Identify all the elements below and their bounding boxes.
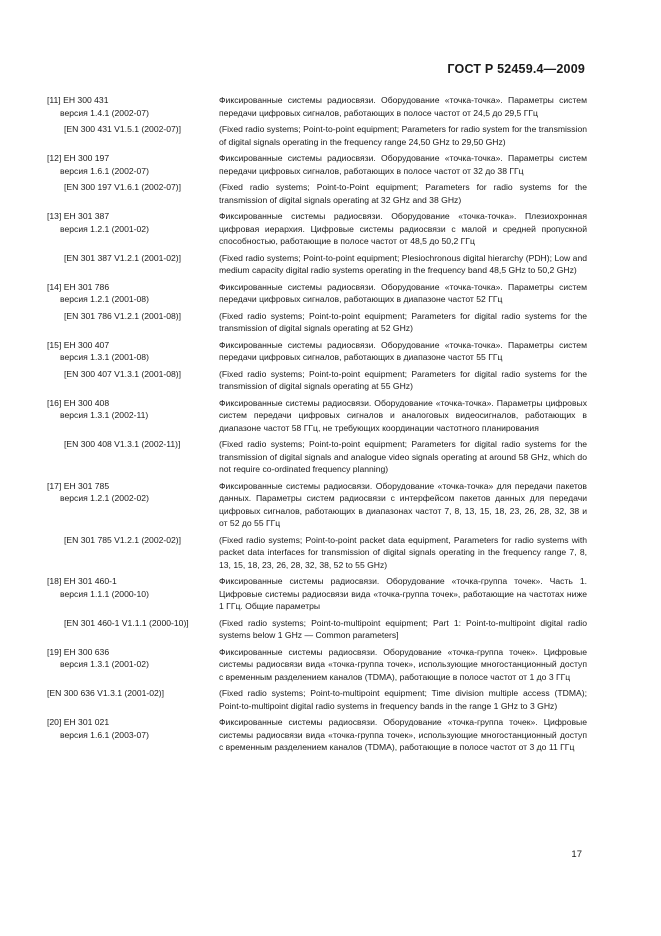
reference-entry-en xyxy=(47,368,587,393)
reference-title-en: (Fixed radio systems; Point-to-point equipment; Parameters for digital radio systems for the transmission of digital signals operating at 52 GHz) xyxy=(219,310,587,333)
reference-version: версия 1.2.1 (2001-02) xyxy=(60,223,149,234)
reference-title-en: (Fixed radio systems; Point-to-multipoint equipment; Time division multiple access (TDMA); Point-to-multipoint digital radio systems in frequency bands in the range 1 GHz to 3 GHz) xyxy=(219,688,587,711)
reference-entry-en xyxy=(47,438,587,476)
reference-list xyxy=(47,94,587,754)
reference-title-en: (Fixed radio systems; Point-to-Point equipment; Parameters for radio systems for the transmission of digital signals operating at 32 GHz and 38 GHz) xyxy=(219,182,587,205)
reference-entry-en xyxy=(47,687,587,712)
reference-en-code: [EN 301 387 V1.2.1 (2001-02)] xyxy=(64,252,182,263)
reference-title-ru: Фиксированные системы радиосвязи. Оборудование «точка-точка». Плезиохронная цифровая иерархия. Цифровые системы радиосвязи с малой и средней пропускной способностью, работающие в полосе частот от 48,5 до 50,2 ГГц xyxy=(219,211,587,246)
reference-en-code: [EN 300 431 V1.5.1 (2002-07)] xyxy=(64,124,182,134)
reference-entry-ru xyxy=(47,480,587,530)
reference-title-ru: Фиксированные системы радиосвязи. Оборудование «точка-точка» для передачи пакетов данных. Параметры систем радиосвязи с интерфейсом пакетов данных для передачи цифровых сигналов, работающих в диапазонах частот 7, 8, 13, 15, 18, 23, 26, 28, 32, 38 и от 52 до 55 ГГц xyxy=(219,480,587,528)
reference-en-code: [EN 300 408 V1.3.1 (2002-11)] xyxy=(64,439,181,449)
reference-entry-ru xyxy=(47,716,587,754)
reference-title-ru: Фиксированные системы радиосвязи. Оборудование «точка-группа точек». Цифровые системы радиосвязи вида «точка-группа точек», использующие многостанционный доступ с временным разделением каналов (TDMA), работающие в полосе частот от 3 до 11 ГГц xyxy=(219,717,587,752)
reference-version: версия 1.1.1 (2000-10) xyxy=(60,588,149,599)
reference-version: версия 1.2.1 (2002-02) xyxy=(60,493,149,503)
reference-entry-ru xyxy=(47,281,587,306)
reference-title-ru: Фиксированные системы радиосвязи. Оборудование «точка-группа точек». Часть 1. Цифровые системы радиосвязи вида «точка-группа точек», работающие на частотах ниже 1 ГГц. Общие параметры xyxy=(219,576,587,611)
reference-entry-ru xyxy=(47,397,587,435)
reference-entry-en xyxy=(47,181,587,206)
reference-entry-en xyxy=(47,123,587,148)
reference-version: версия 1.6.1 (2003-07) xyxy=(60,729,149,740)
reference-entry-en xyxy=(47,310,587,335)
reference-en-code: [EN 301 460-1 V1.1.1 (2000-10)] xyxy=(64,617,189,628)
reference-entry-ru xyxy=(47,94,587,119)
reference-code: [17] ЕН 301 785 xyxy=(47,480,110,491)
reference-en-code: [EN 300 636 V1.3.1 (2001-02)] xyxy=(47,688,165,698)
reference-title-en: (Fixed radio systems; Point-to-point equipment; Parameters for digital radio systems for the transmission of digital signals operating at 55 GHz) xyxy=(219,368,587,391)
reference-version: версия 1.2.1 (2001-08) xyxy=(60,294,149,304)
reference-version: версия 1.3.1 (2001-02) xyxy=(60,659,149,669)
reference-en-code: [EN 300 197 V1.6.1 (2002-07)] xyxy=(64,182,182,192)
reference-title-ru: Фиксированные системы радиосвязи. Оборудование «точка-группа точек». Цифровые системы радиосвязи вида «точка-группа точек», использующие многостанционный доступ с временным разделением каналов (TDMA), работающие в полосе частот от 1 до 3 ГГц xyxy=(219,646,587,682)
reference-code: [20] ЕН 301 021 xyxy=(47,717,110,727)
reference-title-en: (Fixed radio systems; Point-to-point equipment; Parameters for digital radio systems for the transmission of digital signals and analogue video signals operating at around 58 GHz, which do not require co-ordinated frequency planning) xyxy=(219,439,587,474)
reference-version: версия 1.6.1 (2002-07) xyxy=(60,165,149,176)
reference-code: [18] ЕН 301 460-1 xyxy=(47,576,117,586)
reference-entry-ru xyxy=(47,210,587,248)
reference-entry-ru xyxy=(47,646,587,684)
reference-entry-ru xyxy=(47,152,587,177)
reference-title-ru: Фиксированные системы радиосвязи. Оборудование «точка-точка». Параметры систем передачи цифровых сигналов, работающих в диапазоне частот 55 ГГц xyxy=(219,339,587,362)
reference-title-ru: Фиксированные системы радиосвязи. Оборудование «точка-точка». Параметры систем передачи цифровых сигналов, работающих в полосе частот от 32 до 38 ГГц xyxy=(219,153,587,176)
reference-title-ru: Фиксированные системы радиосвязи. Оборудование «точка-точка». Параметры цифровых систем передачи цифровых сигналов и аналоговых видеосигналов, работающих в диапазоне частот 58 ГГц, не требующих координации частотного планирования xyxy=(219,397,587,433)
reference-entry-en xyxy=(47,534,587,572)
reference-code: [14] ЕН 301 786 xyxy=(47,281,110,292)
reference-en-code: [EN 301 785 V1.2.1 (2002-02)] xyxy=(64,534,182,545)
reference-code: [13] ЕН 301 387 xyxy=(47,211,110,221)
reference-version: версия 1.3.1 (2001-08) xyxy=(60,352,149,362)
reference-code: [12] ЕН 300 197 xyxy=(47,153,110,163)
reference-code: [15] ЕН 300 407 xyxy=(47,339,110,350)
reference-en-code: [EN 301 786 V1.2.1 (2001-08)] xyxy=(64,310,182,321)
reference-entry-en xyxy=(47,617,587,642)
reference-title-en: (Fixed radio systems; Point-to-multipoint equipment; Part 1: Point-to-multipoint digital radio systems below 1 GHz — Common parameters] xyxy=(219,617,587,640)
page-header-title: ГОСТ Р 52459.4—2009 xyxy=(447,62,585,76)
reference-entry-ru xyxy=(47,339,587,364)
page-number: 17 xyxy=(571,849,582,860)
reference-title-en: (Fixed radio systems; Point-to-point packet data equipment, Parameters for radio systems with packet data interfaces for transmission of digital signals operating in the frequency range 7, 8, 13, 15, 18, 23, 26, 28, 32, 38, 52 to 55 GHz) xyxy=(219,534,587,570)
reference-code: [11] ЕН 300 431 xyxy=(47,95,109,105)
reference-title-en: (Fixed radio systems; Point-to-point equipment; Parameters for radio system for the transmission of digital signals operating in the frequency range 24,50 GHz to 29,50 GHz) xyxy=(219,124,587,147)
reference-title-en: (Fixed radio systems; Point-to-point equipment; Plesiochronous digital hierarchy (PDH); Low and medium capacity digital radio systems operating in the frequency band 48,5 GHz to 50,2 GHz) xyxy=(219,252,587,275)
reference-version: версия 1.3.1 (2002-11) xyxy=(60,410,149,420)
reference-code: [16] ЕН 300 408 xyxy=(47,397,110,408)
reference-title-ru: Фиксированные системы радиосвязи. Оборудование «точка-точка». Параметры систем передачи цифровых сигналов, работающих в диапазоне частот 52 ГГц xyxy=(219,281,587,304)
reference-code: [19] ЕН 300 636 xyxy=(47,646,110,657)
reference-entry-ru xyxy=(47,575,587,613)
reference-en-code: [EN 300 407 V1.3.1 (2001-08)] xyxy=(64,368,182,379)
reference-entry-en xyxy=(47,252,587,277)
reference-version: версия 1.4.1 (2002-07) xyxy=(60,107,149,118)
reference-title-ru: Фиксированные системы радиосвязи. Оборудование «точка-точка». Параметры систем передачи цифровых сигналов, работающих в полосе частот от 24,5 до 29,5 ГГц xyxy=(219,95,587,118)
